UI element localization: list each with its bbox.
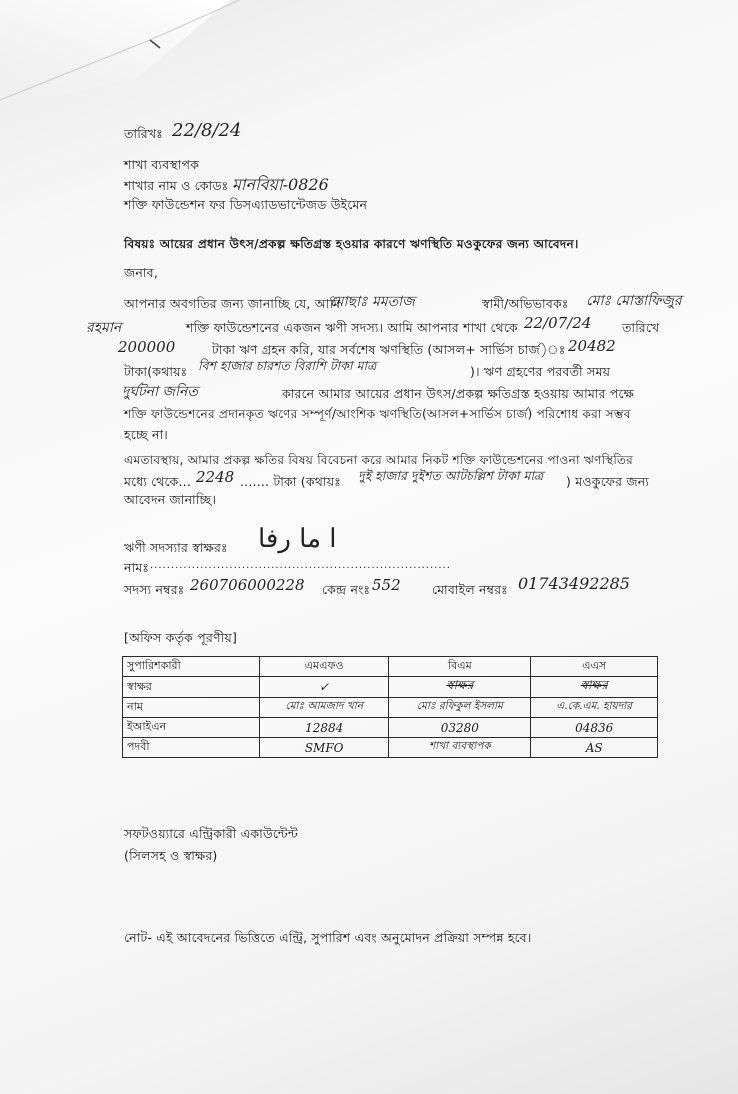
member-no-label: সদস্য নম্বরঃ (124, 582, 185, 597)
as-ein: 04836 (531, 718, 658, 738)
para1-line4b: )। ঋণ গ্রহণের পরবর্তী সময় (470, 364, 611, 379)
bm-designation: শাখা ব্যবস্থাপক (389, 738, 531, 758)
as-designation: AS (531, 738, 658, 758)
as-signature: স্বাক্ষর (531, 677, 658, 698)
table-row (123, 677, 658, 698)
date-value: 22/8/24 (172, 120, 242, 141)
mobile-no: 01743492285 (518, 574, 630, 593)
name-dotted-line: ........................................................................ (150, 560, 451, 571)
row-label-name: নাম (123, 698, 260, 718)
para1-line4a: টাকা(কথায়ঃ (124, 364, 188, 379)
center-no: 552 (372, 576, 401, 594)
fold-crease (0, 0, 240, 110)
branch-label: শাখার নাম ও কোডঃ (124, 178, 229, 193)
center-label: কেন্দ্র নংঃ (322, 582, 371, 597)
signature-label: ঋণী সদস্যার স্বাক্ষরঃ (124, 540, 228, 555)
table-header-row (123, 657, 658, 677)
loan-date: 22/07/24 (524, 314, 592, 332)
col-header-bm: বিএম (389, 657, 531, 677)
bm-name: মোঃ রফিকুল ইসলাম (389, 698, 531, 718)
para1-line2a: শক্তি ফাউন্ডেশনের একজন ঋণী সদস্য। আমি আপনার শাখা থেকে (186, 320, 518, 335)
member-signature: ﺍ ﻣﺎ ﺭﻓﺎ (258, 524, 337, 554)
loan-balance: 20482 (568, 337, 616, 355)
waiver-in-words: দুই হাজার দুইশত আটচল্লিশ টাকা মাত্র (358, 468, 544, 483)
mfo-signature: ✓ (260, 677, 389, 698)
table-row (123, 718, 658, 738)
footer-note: নোট- এই আবেদনের ভিত্তিতে এন্ট্রি, সুপারিশ এবং অনুমোদন প্রক্রিয়া সম্পন্ন হবে। (124, 930, 532, 945)
branch-value: মানবিয়া-0826 (232, 175, 329, 194)
date-label: তারিখঃ (124, 126, 163, 141)
office-table (122, 656, 658, 758)
para2-line1: এমতাবস্থায়, আমার প্রকল্প ক্ষতির বিষয় বিবেচনা করে আমার নিকট শক্তি ফাউন্ডেশনের পাওনা ঋণস্থিতির (124, 453, 634, 467)
subject-line: বিষয়ঃ আয়ের প্রধান উৎস/প্রকল্প ক্ষতিগ্রস্ত হওয়ার কারণে ঋণস্থিতি মওকুফের জন্য আবেদন। (124, 237, 579, 251)
guardian-name: মোঃ মোস্তাফিজুর (586, 293, 682, 309)
para2-line2c: ) মওকুফের জন্য (566, 474, 650, 489)
row-label-designation: পদবী (123, 738, 260, 758)
table-row (123, 738, 658, 758)
accountant-title: সফটওয়্যারে এন্ট্রিকারী একাউন্টেন্ট (124, 826, 298, 841)
office-heading: [অফিস কর্তৃক পূরণীয়] (124, 630, 238, 645)
para2-line3: আবেদন জানাচ্ছি। (124, 492, 217, 507)
row-label-signature: স্বাক্ষর (123, 677, 260, 698)
guardian-name-cont: রহমান (86, 320, 122, 336)
col-header-as: এএস (531, 657, 658, 677)
para1-line2b: তারিখে (622, 320, 660, 335)
table-row (123, 698, 658, 718)
as-name: এ.কে.এম. হায়দার (531, 698, 658, 718)
mfo-name: মোঃ আমজাদ খান (260, 698, 389, 718)
accountant-seal-note: (সিলসহ ও স্বাক্ষর) (124, 848, 218, 863)
mfo-ein: 12884 (260, 718, 389, 738)
balance-in-words: বিশ হাজার চারশত বিরাশি টাকা মাত্র (198, 358, 377, 373)
bm-ein: 03280 (389, 718, 531, 738)
row-label-ein: ইআইএন (123, 718, 260, 738)
damage-cause: দুর্ঘটনা জনিত (122, 384, 198, 400)
recipient-title: শাখা ব্যবস্থাপক (124, 157, 200, 172)
para1-line3a: টাকা ঋণ গ্রহন করি, যার সর্বশেষ ঋণস্থিতি (আসল+ সার্ভিস চার্জ)ঃ (212, 342, 566, 357)
para2-line2b: ....... টাকা (কথায়ঃ (240, 474, 341, 489)
salutation: জনাব, (124, 265, 158, 280)
para1-line7: হচ্ছে না। (124, 427, 168, 442)
bm-signature: স্বাক্ষর (389, 677, 531, 698)
para2-line2a: মধ্যে থেকে... (124, 474, 192, 489)
para1-line1b: স্বামী/অভিভাবকঃ (482, 296, 569, 311)
para1-line1a: আপনার অবগতির জন্য জানাচ্ছি যে, আমি (124, 296, 341, 311)
member-no: 260706000228 (190, 576, 305, 594)
para1-line6: শক্তি ফাউন্ডেশনের প্রদানকৃত ঋণের সম্পূর্ণ/আংশিক ঋণস্থিতি(আসল+সার্ভিস চার্জ) পরিশোধ করা সম্ভব (124, 407, 631, 421)
col-header-mfo: এমএফও (260, 657, 389, 677)
loan-amount: 200000 (118, 338, 176, 356)
waiver-amount: 2248 (196, 468, 235, 486)
mobile-label: মোবাইল নম্বরঃ (432, 582, 508, 597)
mfo-designation: SMFO (260, 738, 389, 758)
para1-line5: কারনে আমার আয়ের প্রধান উৎস/প্রকল্প ক্ষতিগ্রস্ত হওয়ায় আমার পক্ষে (282, 386, 634, 401)
col-header-recommender: সুপারিশকারী (123, 657, 260, 677)
name-label: নামঃ (124, 560, 150, 575)
org-name: শক্তি ফাউন্ডেশন ফর ডিসএ্যাডভান্টেজড উইমেন (124, 197, 368, 212)
member-name: মোছাঃ মমতাজ (330, 294, 415, 310)
